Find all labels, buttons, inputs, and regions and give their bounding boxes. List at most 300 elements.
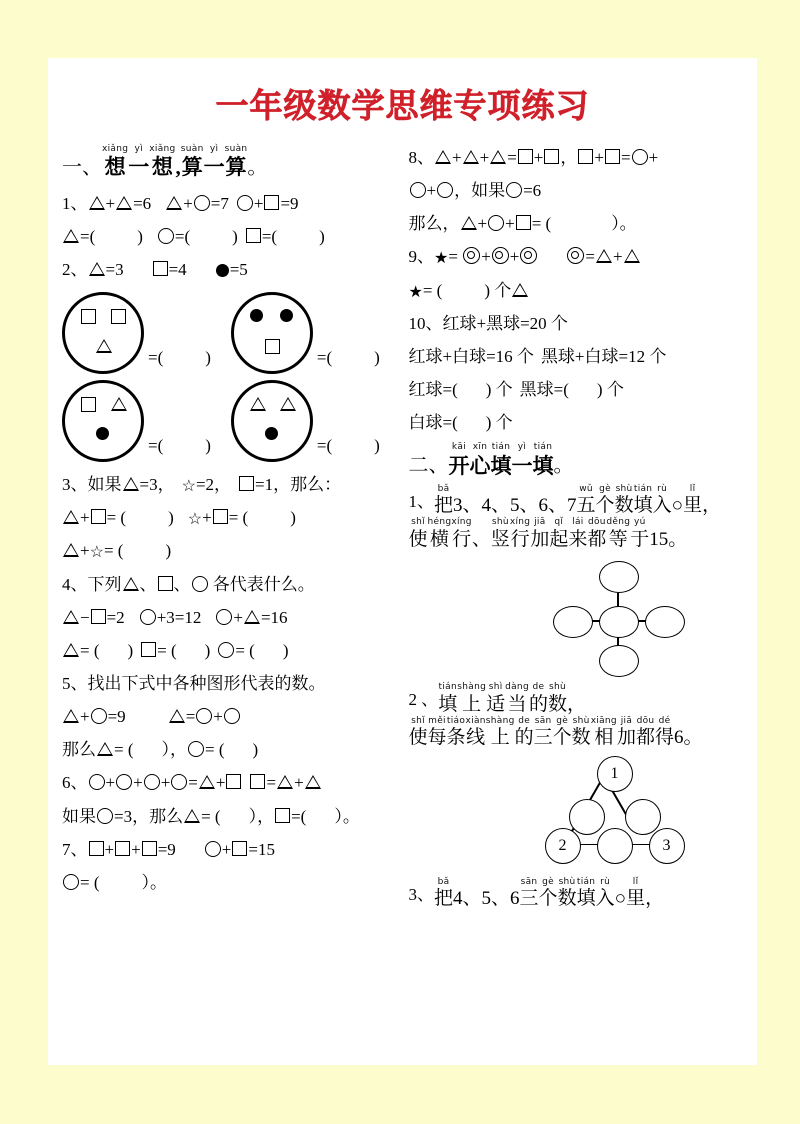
eq-open: =( xyxy=(148,348,164,368)
pinyin: dé xyxy=(658,715,671,726)
q3-number: 3、 xyxy=(62,475,88,495)
q6-eq: = xyxy=(266,773,277,793)
pinyin: xiǎng xyxy=(149,144,176,154)
q8-text: ，如果 xyxy=(454,181,506,201)
star-outline-icon: ☆ xyxy=(89,544,104,562)
pinyin xyxy=(672,485,683,494)
q1-eq3-value: =9 xyxy=(280,193,299,213)
double-circle-icon xyxy=(567,247,584,264)
filled-circle-icon xyxy=(280,309,293,322)
s2-q2-line-1 xyxy=(409,683,754,716)
q1-number: 1、 xyxy=(62,193,88,213)
pinyin: shàng xyxy=(457,682,487,693)
q7-end: ）。 xyxy=(141,872,167,892)
hanzi: 一 xyxy=(128,155,150,180)
circle-icon xyxy=(216,609,232,625)
pinyin: lǐ xyxy=(632,876,639,887)
hanzi: 想 xyxy=(104,155,126,180)
q7-value: =9 xyxy=(157,839,176,859)
q1-eq2-value: =7 xyxy=(210,193,229,213)
q1-ans3-open: =( xyxy=(261,226,278,246)
pinyin: xiàn xyxy=(465,715,486,726)
hanzi: 里 xyxy=(626,888,646,910)
q1-ans3-close: ) xyxy=(319,226,325,246)
s2-q1-line-1 xyxy=(409,485,754,518)
face-circle xyxy=(62,380,144,462)
triangle-icon xyxy=(277,775,293,789)
s2-q3-ruby-line-1 xyxy=(434,876,665,910)
ruby-char xyxy=(451,518,471,551)
ruby-char xyxy=(225,145,248,181)
triangle-icon xyxy=(123,477,139,491)
circle-icon xyxy=(89,774,105,790)
hanzi: 使 xyxy=(408,726,428,748)
s2-q1-line-2 xyxy=(409,518,754,551)
ruby-char xyxy=(534,717,553,750)
square-icon xyxy=(264,195,279,210)
q8-line-3: 那么， + + = ( ）。 xyxy=(408,214,637,234)
ruby-char xyxy=(438,683,457,716)
q3-then: 那么： xyxy=(290,475,342,495)
hanzi: 4、5、6 xyxy=(453,888,520,910)
q2-face-unit-4 xyxy=(231,380,380,462)
q10-line-2 xyxy=(409,340,754,373)
pinyin xyxy=(453,878,520,887)
q6-line-2 xyxy=(62,800,399,833)
q8-end: ）。 xyxy=(611,214,637,234)
ruby-char xyxy=(634,485,653,518)
q4-eq-open: = ( xyxy=(157,640,177,660)
s2-q3-line-1 xyxy=(409,878,754,911)
pinyin: shàng xyxy=(485,715,515,726)
cross-node-right[interactable] xyxy=(645,606,685,638)
q5-lead: 那么 xyxy=(62,740,96,760)
pinyin: gè xyxy=(599,483,611,494)
q4-line-1 xyxy=(62,568,399,601)
ruby-char xyxy=(434,485,453,518)
q8-eq-open: = ( xyxy=(531,214,552,234)
triangle-icon xyxy=(199,775,215,789)
hanzi: 填 xyxy=(490,453,512,478)
ruby-char xyxy=(149,145,175,181)
pinyin: xíng xyxy=(509,517,531,528)
pinyin: wǔ xyxy=(579,483,593,494)
ruby-char xyxy=(530,518,549,551)
pinyin: jiā xyxy=(620,715,633,726)
q10-black-unit: ) 个 xyxy=(596,379,624,399)
hanzi: 数 xyxy=(571,726,591,748)
q6-value: =3，那么 xyxy=(114,806,184,826)
q5-line-2 xyxy=(62,700,399,733)
circle-icon xyxy=(506,182,522,198)
q2-face-unit-3 xyxy=(62,380,211,462)
eq-close: ) xyxy=(205,348,211,368)
circle-icon xyxy=(158,228,174,244)
ruby-char xyxy=(428,717,447,750)
hanzi: 数 xyxy=(614,495,634,517)
hanzi: 等 xyxy=(608,528,628,550)
ruby-char xyxy=(617,717,636,750)
q8-value: =6 xyxy=(523,181,542,201)
q4-sep: 、 xyxy=(139,574,157,594)
square-icon xyxy=(246,228,261,243)
pinyin: rù xyxy=(600,876,611,887)
hanzi: 把 xyxy=(434,495,454,517)
q10-text-2a: 红球+白球=16 个 xyxy=(408,346,534,366)
ruby-char xyxy=(457,683,486,716)
q10-number: 10、 xyxy=(408,313,443,333)
triangle-icon xyxy=(184,809,200,823)
pinyin: shù xyxy=(548,682,566,693)
square-icon xyxy=(141,642,156,657)
ruby-char xyxy=(486,683,505,716)
triangle-icon xyxy=(111,397,127,411)
filled-circle-icon xyxy=(96,427,109,440)
q9-unit: ) 个 xyxy=(484,280,512,300)
q8-eq: = xyxy=(620,148,631,167)
q8-comma: ， xyxy=(560,148,578,167)
hanzi: 于 xyxy=(630,528,650,550)
triangle-icon xyxy=(63,610,79,624)
ruby-char xyxy=(553,717,572,750)
cross-node-center[interactable] xyxy=(599,606,639,638)
circle-icon xyxy=(144,774,160,790)
q6-end: ）。 xyxy=(334,806,360,826)
circle-icon xyxy=(194,195,210,211)
triangle-icon xyxy=(169,709,185,723)
q3-op: + xyxy=(202,508,212,528)
hanzi: 、 xyxy=(471,528,491,550)
face-circle xyxy=(231,292,313,374)
q1-ans1-close: ) xyxy=(137,226,143,246)
filled-circle-icon xyxy=(265,427,278,440)
q6-eq: = xyxy=(188,773,198,793)
ruby-char xyxy=(466,717,486,750)
triangle-icon xyxy=(490,150,506,164)
ruby-char xyxy=(491,443,512,479)
q9-number: 9、 xyxy=(408,247,434,267)
hanzi: 三 xyxy=(533,726,553,748)
triangle-icon xyxy=(166,196,182,210)
pinyin: gè xyxy=(542,876,554,887)
triangle-icon xyxy=(512,283,528,297)
q3-op: + xyxy=(80,541,90,561)
q10-text-1: 红球+黑球=20 个 xyxy=(442,313,568,333)
eq-close: ) xyxy=(374,436,380,456)
pinyin: de xyxy=(518,715,531,726)
circle-icon xyxy=(410,182,426,198)
square-icon xyxy=(81,309,96,324)
q10-red-label: 红球=( xyxy=(408,379,458,399)
star-outline-icon: ☆ xyxy=(187,511,203,529)
square-icon xyxy=(142,841,157,856)
ruby-char xyxy=(472,518,491,551)
hanzi: 横 xyxy=(429,528,449,550)
hanzi: 填 xyxy=(576,888,596,910)
double-circle-icon xyxy=(520,247,537,264)
pinyin: gè xyxy=(556,715,569,726)
cross-node-top[interactable] xyxy=(599,561,639,593)
q1-eq1-value: =6 xyxy=(133,193,152,213)
pinyin: rù xyxy=(657,483,668,494)
q4-eq-open: = ( xyxy=(80,640,100,660)
triangle-icon xyxy=(463,150,479,164)
pinyin: shù xyxy=(572,715,590,726)
pinyin: qǐ xyxy=(554,517,564,528)
pinyin xyxy=(645,878,664,887)
hanzi: 都 xyxy=(587,528,607,550)
ruby-char xyxy=(181,145,204,181)
pinyin: jiā xyxy=(534,517,546,528)
hanzi: 当 xyxy=(507,693,527,715)
triangle-node-mid-left[interactable] xyxy=(569,799,605,835)
pinyin xyxy=(649,518,687,527)
triangle-icon xyxy=(97,742,113,756)
hanzi: 每 xyxy=(427,726,447,748)
q9-line-1: 9、★= + + = + xyxy=(409,240,754,273)
pinyin: tián xyxy=(533,442,553,453)
s2-q2-number: 2 、 xyxy=(408,690,439,710)
triangle-icon xyxy=(596,249,612,263)
hanzi: ○ xyxy=(614,888,627,910)
filled-circle-icon xyxy=(216,264,229,277)
hanzi: 3、4、5、6、7 xyxy=(453,495,577,517)
hanzi: 入 xyxy=(652,495,672,517)
pinyin: xíng xyxy=(451,517,472,528)
ruby-char xyxy=(409,717,428,750)
q4-eq1-value: =2 xyxy=(106,607,125,627)
hanzi: 加 xyxy=(616,726,636,748)
q3-eq-close: ) xyxy=(168,508,174,528)
triangle-icon xyxy=(250,397,266,411)
q3-eq-open: = ( xyxy=(103,541,124,561)
circle-icon xyxy=(632,149,648,165)
hanzi: , xyxy=(175,155,181,180)
ruby-char xyxy=(515,717,534,750)
ruby-char xyxy=(645,878,664,911)
square-icon xyxy=(544,149,559,164)
hanzi: 线 xyxy=(466,726,486,748)
hanzi: 上 xyxy=(462,693,482,715)
circle-icon xyxy=(437,182,453,198)
triangle-icon xyxy=(63,643,79,657)
cross-node-left[interactable] xyxy=(553,606,593,638)
q1-ans1-open: =( xyxy=(80,226,96,246)
ruby-char xyxy=(447,717,466,750)
hanzi: 得 xyxy=(654,726,674,748)
q5-op: + xyxy=(80,707,90,727)
q7-value: =15 xyxy=(248,839,275,859)
ruby-char xyxy=(428,518,452,551)
q5-eq-close: ) xyxy=(252,740,259,760)
eq-open: =( xyxy=(148,436,164,456)
ruby-char xyxy=(409,518,428,551)
square-icon xyxy=(232,841,247,856)
double-circle-icon xyxy=(463,247,480,264)
hanzi: 数 xyxy=(547,693,567,715)
ruby-char xyxy=(577,878,596,911)
hanzi: ○ xyxy=(671,495,684,517)
pinyin: shǐ xyxy=(411,517,425,528)
double-circle-icon xyxy=(492,247,509,264)
ruby-char xyxy=(683,485,702,518)
hanzi: 加 xyxy=(530,528,550,550)
q10-red-unit: ) 个 xyxy=(485,379,513,399)
hanzi: 个 xyxy=(552,726,572,748)
hanzi: 把 xyxy=(434,888,454,910)
hanzi: 条 xyxy=(446,726,466,748)
hanzi: 填 xyxy=(633,495,653,517)
ruby-char xyxy=(548,683,567,716)
q3-square-value: =1， xyxy=(255,475,291,495)
triangle-icon xyxy=(280,397,296,411)
square-icon xyxy=(518,149,533,164)
pinyin: yì xyxy=(134,144,143,154)
ruby-char xyxy=(529,683,548,716)
q1-line-2 xyxy=(62,220,399,253)
square-icon xyxy=(226,774,241,789)
ruby-char xyxy=(568,518,587,551)
triangle-icon xyxy=(63,510,79,524)
ruby-char xyxy=(636,717,655,750)
triangle-node-bottom-left[interactable]: 2 xyxy=(545,828,581,864)
triangle-node-mid-right[interactable] xyxy=(625,799,661,835)
pinyin: shì xyxy=(488,682,503,693)
q6-lead: 如果 xyxy=(62,806,96,826)
q7-line-1: 7、 + + =9 + =15 xyxy=(62,839,275,859)
pinyin: dōu xyxy=(587,517,606,528)
hanzi: ， xyxy=(702,495,722,517)
q5-text: 找出下式中各种图形代表的数。 xyxy=(87,673,326,693)
section-1-ruby-text xyxy=(102,144,248,180)
q2-line-1 xyxy=(62,253,399,286)
hanzi: 个 xyxy=(595,495,615,517)
circle-icon xyxy=(192,576,208,592)
section-2-number: 二、 xyxy=(408,454,449,477)
pinyin: bǎ xyxy=(437,483,450,494)
q2-face-diagrams xyxy=(62,292,399,462)
q9-line-2 xyxy=(409,274,754,307)
pinyin: héng xyxy=(427,517,452,528)
hanzi: 五 xyxy=(576,495,596,517)
hanzi: 入 xyxy=(595,888,615,910)
q7-number: 7、 xyxy=(62,839,88,859)
hanzi: 算 xyxy=(225,155,247,180)
q2-face-answer-4[interactable] xyxy=(317,436,380,456)
q10-white-unit: ) 个 xyxy=(485,413,513,433)
q2-face-answer-1[interactable] xyxy=(148,348,211,368)
eq-open: =( xyxy=(316,348,333,368)
eq-close: ) xyxy=(205,436,211,456)
pinyin: suàn xyxy=(224,144,248,154)
q4-minus: − xyxy=(80,607,90,627)
q7-line-2 xyxy=(62,866,399,899)
square-icon xyxy=(81,397,96,412)
hanzi: ， xyxy=(567,693,587,715)
q6-line-1: 6、 + + + = + = + xyxy=(62,766,399,799)
pinyin xyxy=(567,683,586,692)
q10-line-1 xyxy=(409,307,754,340)
s2-q2-line-2 xyxy=(409,717,754,750)
hanzi: 竖 xyxy=(490,528,510,550)
pinyin: měi xyxy=(428,715,446,726)
hanzi: 一 xyxy=(203,155,225,180)
section-1-period: 。 xyxy=(247,156,268,179)
circle-icon xyxy=(116,774,132,790)
q5-mid: ）， xyxy=(161,740,187,760)
s2-q1-number: 1、 xyxy=(408,492,434,511)
ruby-char xyxy=(204,145,225,181)
face-circle xyxy=(231,380,313,462)
triangle-icon xyxy=(89,196,105,210)
ruby-char xyxy=(558,878,577,911)
ruby-char xyxy=(128,145,149,181)
ruby-char xyxy=(453,878,520,911)
q5-op: + xyxy=(213,707,223,727)
q2-face-answer-2[interactable] xyxy=(317,348,380,368)
ruby-char xyxy=(630,518,649,551)
q5-eq-open: = ( xyxy=(205,740,225,760)
star-filled-icon: ★ xyxy=(434,250,449,268)
circle-icon xyxy=(196,708,212,724)
triangle-node-bottom-right[interactable]: 3 xyxy=(649,828,685,864)
section-1-heading xyxy=(62,145,399,181)
q5-number: 5、 xyxy=(62,673,88,693)
circle-icon xyxy=(237,195,253,211)
q3-line-3 xyxy=(62,534,399,567)
q4-line-3 xyxy=(62,634,399,667)
q8-lead: 那么， xyxy=(408,214,460,234)
hanzi: 起 xyxy=(549,528,569,550)
hanzi: 上 xyxy=(490,726,510,748)
q5-eq-open: = ( xyxy=(114,740,134,760)
ruby-char xyxy=(102,145,128,181)
circle-icon xyxy=(171,774,187,790)
q4-eq-close: ) xyxy=(127,640,134,660)
q1-ans2-open: =( xyxy=(174,226,191,246)
ruby-char xyxy=(539,878,558,911)
triangle-icon xyxy=(123,577,139,591)
hanzi: 行 xyxy=(510,528,530,550)
q1-ans2-close: ) xyxy=(232,226,238,246)
hanzi: 来 xyxy=(568,528,588,550)
two-column-body xyxy=(48,141,757,911)
ruby-char xyxy=(596,878,615,911)
square-icon xyxy=(111,309,126,324)
q6-number: 6、 xyxy=(62,773,88,793)
pinyin: tián xyxy=(438,682,457,693)
s2-q1-ruby-line-2 xyxy=(408,517,688,550)
triangle-node-mid-bottom[interactable] xyxy=(597,828,633,864)
q2-dot-value: =5 xyxy=(229,259,248,279)
q6-eq-open: =( xyxy=(291,806,307,826)
left-column xyxy=(48,141,403,911)
cross-node-bottom[interactable] xyxy=(599,645,639,677)
pinyin: lǐ xyxy=(689,483,696,494)
q4-lead: 下列 xyxy=(87,574,122,594)
q2-face-answer-3[interactable] xyxy=(148,436,211,456)
square-icon xyxy=(275,808,290,823)
ruby-char xyxy=(626,878,645,911)
q7-op: + xyxy=(221,839,232,859)
q10-line-3 xyxy=(409,373,754,406)
triangle-node-top[interactable]: 1 xyxy=(597,756,633,792)
q4-eq-close: ) xyxy=(282,640,289,660)
ruby-char xyxy=(449,443,470,479)
q9-eq: = xyxy=(585,247,595,267)
square-icon xyxy=(91,509,106,524)
q4-line-2 xyxy=(62,601,399,634)
